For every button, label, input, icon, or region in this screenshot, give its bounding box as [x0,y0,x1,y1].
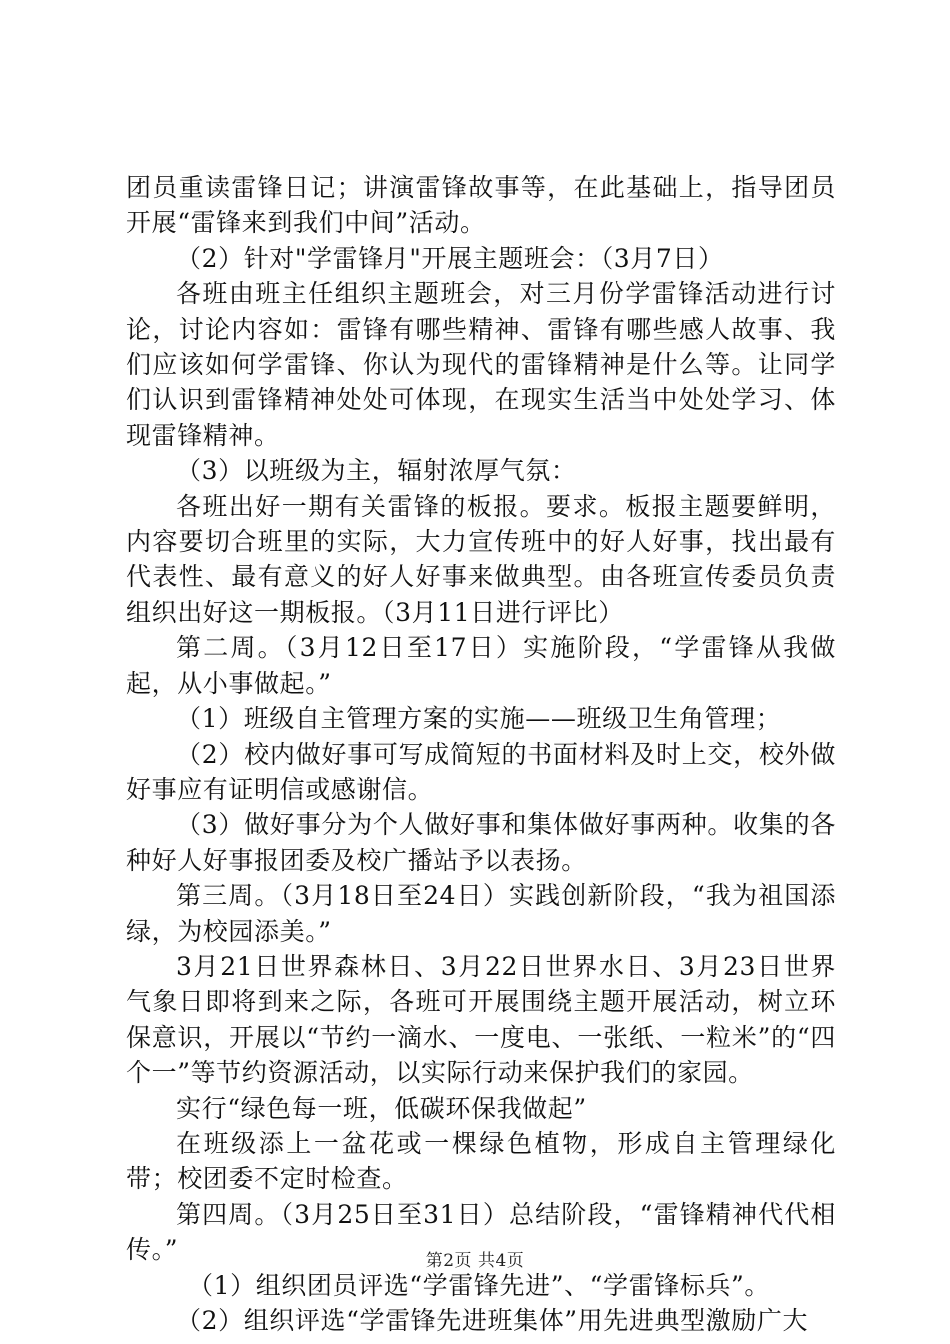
sub-item: （1）组织团员评选“学雷锋先进”、“学雷锋标兵”。 [188,1270,771,1300]
paragraph: 各班出好一期有关雷锋的板报。要求。板报主题要鲜明，内容要切合班里的实际，大力宣传班中的好人好事，找出最有代表性、最有意义的好人好事来做典型。由各班宣传委员负责组织出好这一期板报。（3月11日进行评比） [126,491,836,627]
paragraph: 各班由班主任组织主题班会，对三月份学雷锋活动进行讨论，讨论内容如：雷锋有哪些精神、雷锋有哪些感人故事、我们应该如何学雷锋、你认为现代的雷锋精神是什么等。让同学们认识到雷锋精神处处可体现，在现实生活当中处处学习、体现雷锋精神。 [126,279,836,450]
sub-item: （2）针对"学雷锋月"开展主题班会：（3月7日） [176,243,724,273]
paragraph: 3月21日世界森林日、3月22日世界水日、3月23日世界气象日即将到来之际，各班可开展围绕主题开展活动，树立环保意识，开展以“节约一滴水、一度电、一张纸、一粒米”的“四个一”等节约资源活动，以实际行动来保护我们的家园。 [126,951,836,1088]
sub-item: （3）做好事分为个人做好事和集体做好事两种。收集的各种好人好事报团委及校广播站予以表扬。 [126,810,836,875]
sub-item: （3）以班级为主，辐射浓厚气氛： [176,456,577,486]
paragraph: 在班级添上一盆花或一棵绿色植物，形成自主管理绿化带；校团委不定时检查。 [126,1128,836,1194]
page-number-label: 第2页 共4页 [425,1251,525,1271]
week-heading: 第二周。（3月12日至17日）实施阶段，“学雷锋从我做起，从小事做起。” [126,633,836,698]
document-body [126,170,836,1338]
week-heading: 第四周。（3月25日至31日）总结阶段，“雷锋精神代代相传。” [126,1199,836,1265]
sub-item: （2）组织评选“学雷锋先进班集体”用先进典型激励广大 [176,1306,809,1335]
week-heading: 第三周。（3月18日至24日）实践创新阶段，“我为祖国添绿，为校园添美。” [126,881,836,946]
sub-item: （1）班级自主管理方案的实施——班级卫生角管理； [176,704,782,734]
paragraph: 团员重读雷锋日记；讲演雷锋故事等，在此基础上，指导团员开展“雷锋来到我们中间”活动。 [126,173,836,238]
page-footer [0,1246,950,1271]
sub-item: （2）校内做好事可写成简短的书面材料及时上交，校外做好事应有证明信或感谢信。 [126,739,836,804]
paragraph: 实行“绿色每一班，低碳环保我做起” [176,1093,587,1123]
